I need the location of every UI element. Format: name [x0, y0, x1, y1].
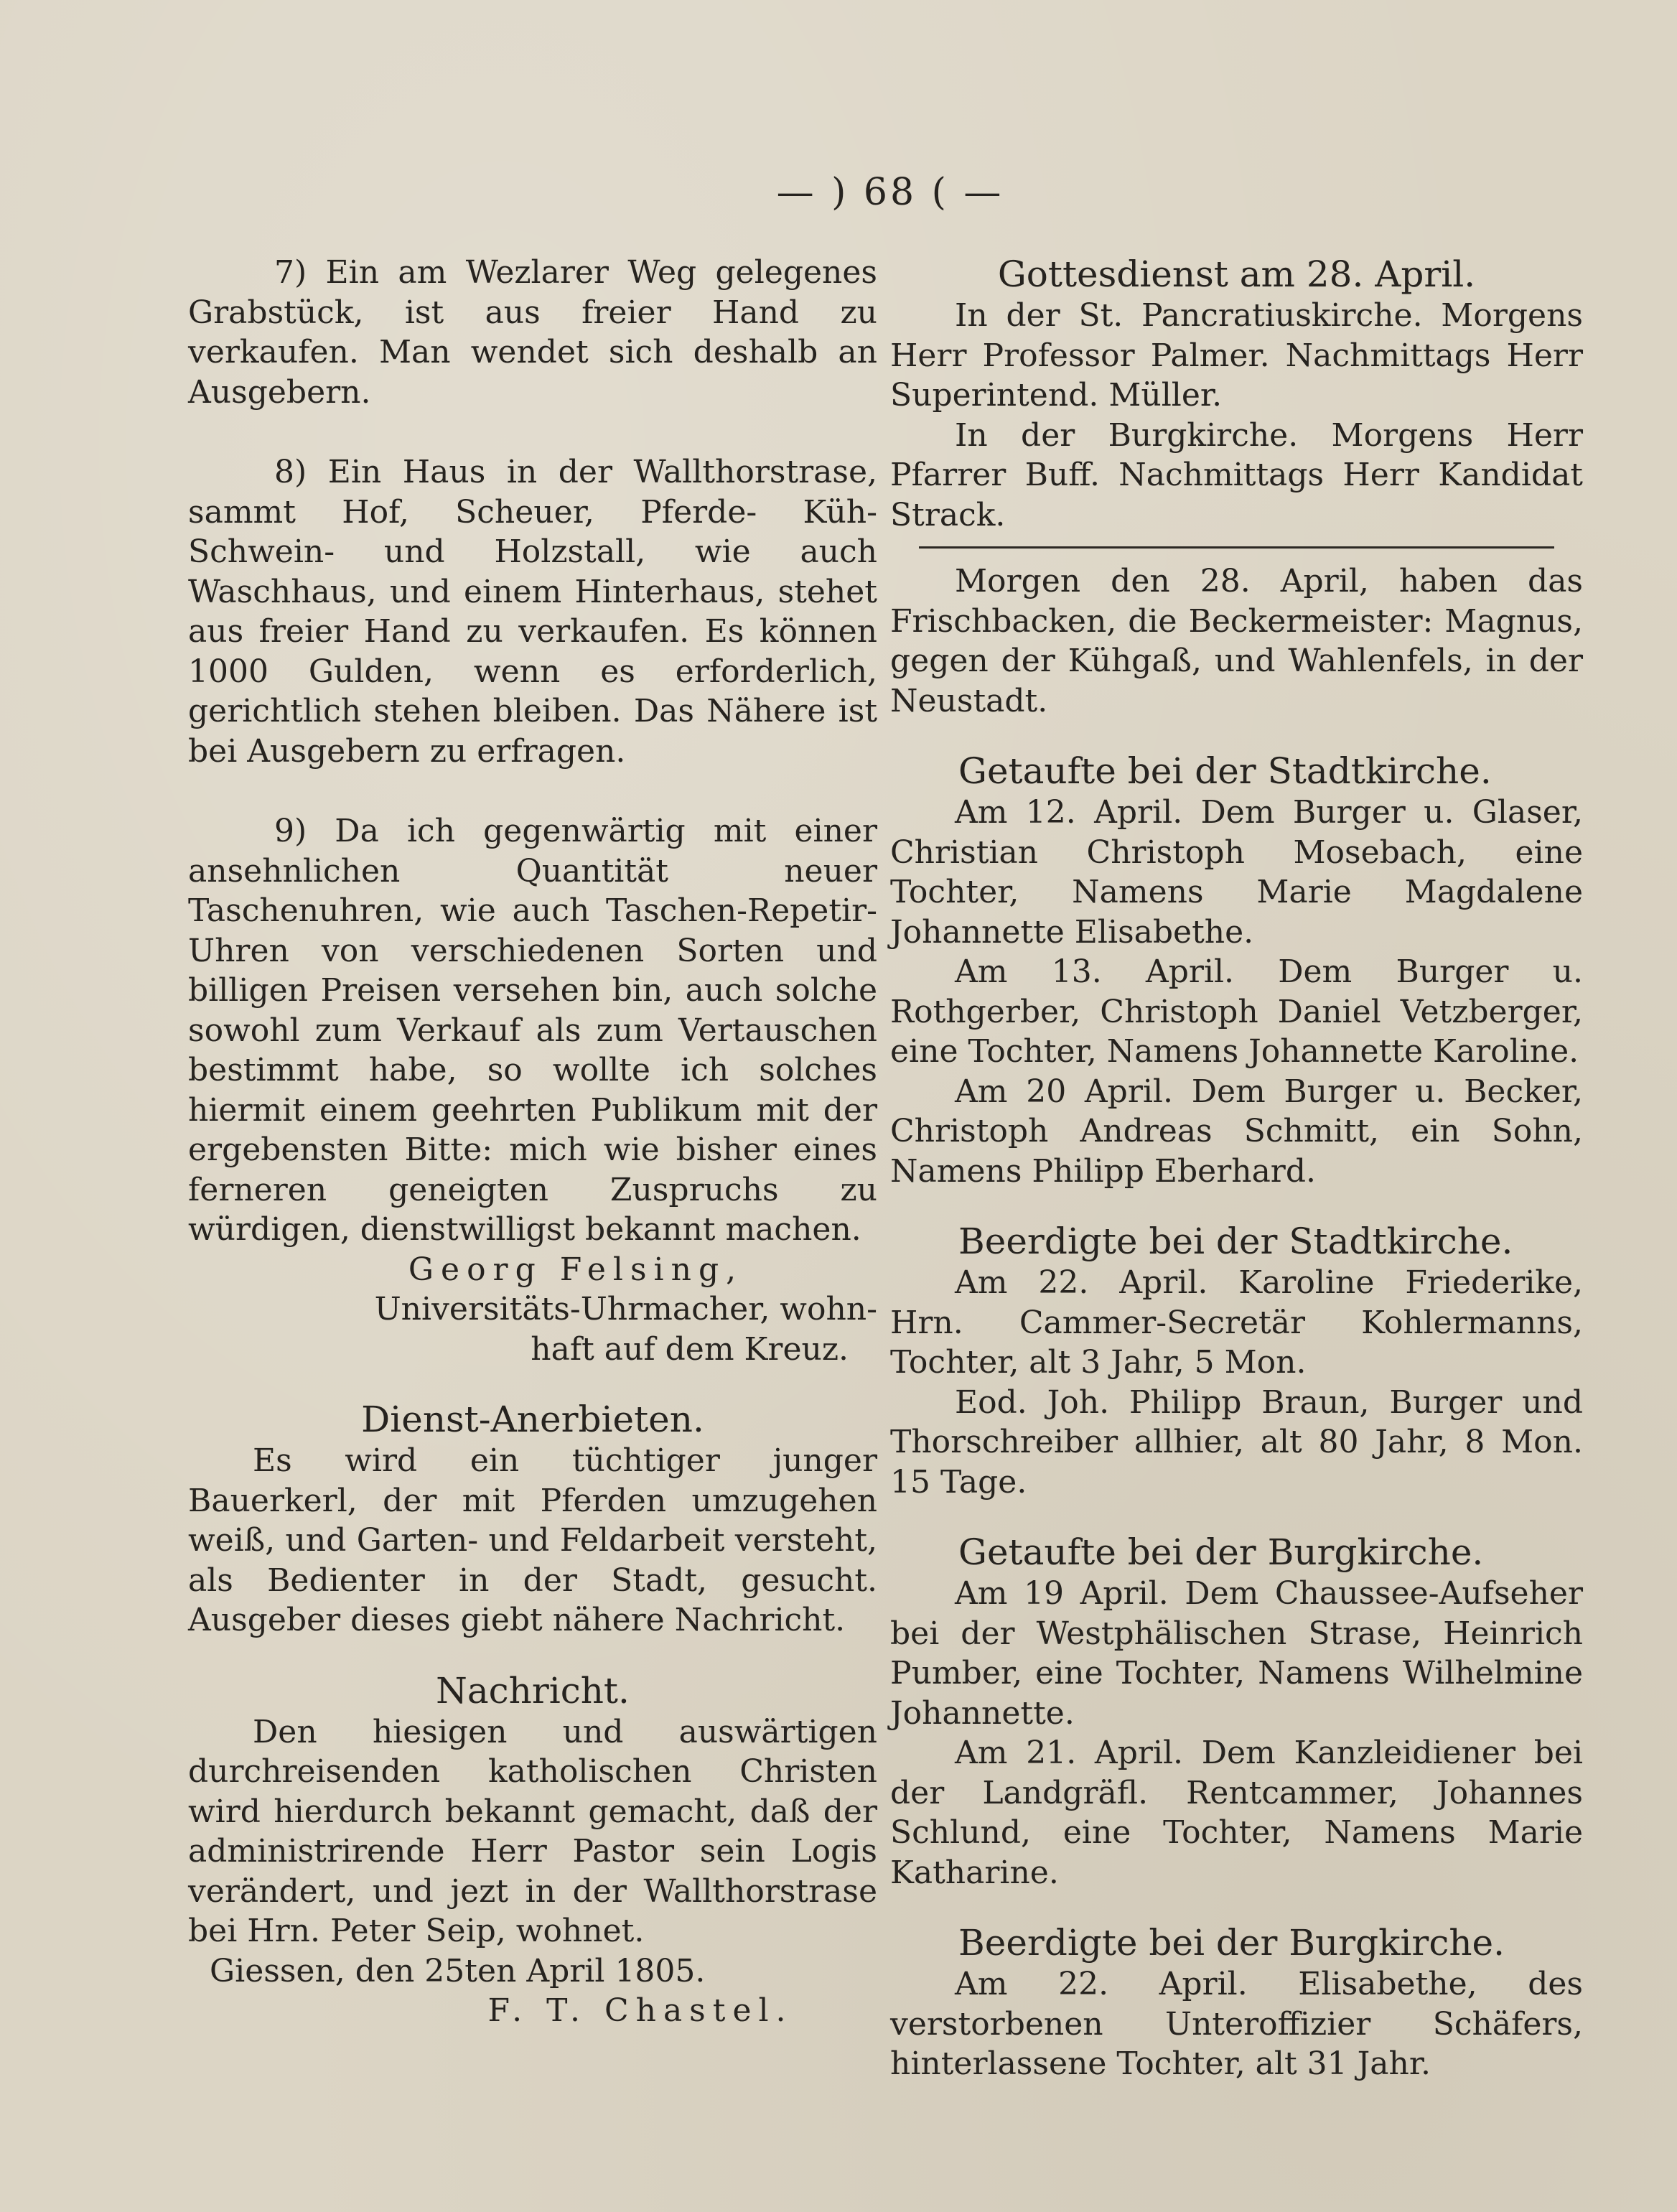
left-column: [188, 253, 877, 2031]
getaufte-stadtkirche-heading: Getaufte bei der Stadtkirche.: [958, 750, 1492, 792]
signature-felsing-name: Georg Felsing,: [408, 1251, 744, 1288]
section-divider: [919, 546, 1554, 549]
getaufte-burgkirche-entry: Am 21. April. Dem Kanzleidiener bei der Landgräfl. Rentcammer, Johannes Schlund, eine Tochter, Namens Marie Katharine.: [890, 1735, 1583, 1891]
getaufte-burgkirche-entry: Am 19 April. Dem Chaussee-Aufseher bei der Westphälischen Strase, Heinrich Pumber, eine Tochter, Namens Wilhelmine Johannette.: [890, 1575, 1583, 1732]
nachricht-heading: Nachricht.: [436, 1669, 630, 1712]
beerdigte-stadtkirche-entry: Eod. Joh. Philipp Braun, Burger und Thorschreiber allhier, alt 80 Jahr, 8 Mon. 15 Tage.: [890, 1383, 1583, 1501]
signature-chastel: F. T. Chastel.: [487, 1992, 793, 2029]
gottesdienst-pancratius: In der St. Pancratiuskirche. Morgens Herr Professor Palmer. Nachmittags Herr Superintend. Müller.: [890, 297, 1583, 414]
getaufte-stadtkirche-entry: Am 20 April. Dem Burger u. Becker, Christoph Andreas Schmitt, ein Sohn, Namens Philipp Eberhard.: [890, 1073, 1583, 1190]
notice-item-9: 9) Da ich gegenwärtig mit einer ansehnlichen Quantität neuer Taschenuhren, wie auch Taschen-Repetir-Uhren von verschiedenen Sorten und billigen Preisen versehen bin, auch solche sowohl zum Verkauf als zum Vertauschen bestimmt habe, so wollte ich solches hiermit einem geehrten Publikum mit der ergebensten Bitte: mich wie bisher eines ferneren geneigten Zuspruchs zu würdigen, dienstwilligst bekannt machen.: [188, 813, 877, 1248]
getaufte-burgkirche-heading: Getaufte bei der Burgkirche.: [958, 1531, 1484, 1573]
frischbacken-notice: Morgen den 28. April, haben das Frischbacken, die Beckermeister: Magnus, gegen der Kühgaß, und Wahlenfels, in der Neustadt.: [890, 563, 1583, 719]
beerdigte-stadtkirche-entry: Am 22. April. Karoline Friederike, Hrn. Cammer-Secretär Kohlermanns, Tochter, alt 3 Jahr, 5 Mon.: [890, 1264, 1583, 1381]
getaufte-stadtkirche-entry: Am 12. April. Dem Burger u. Glaser, Christian Christoph Mosebach, eine Tochter, Namens Marie Magdalene Johannette Elisabethe.: [890, 794, 1583, 951]
beerdigte-burgkirche-heading: Beerdigte bei der Burgkirche.: [958, 1922, 1505, 1964]
date-line: Giessen, den 25ten April 1805.: [210, 1952, 706, 1989]
notice-item-7: 7) Ein am Wezlarer Weg gelegenes Grabstück, ist aus freier Hand zu verkaufen. Man wendet sich deshalb an Ausgebern.: [188, 254, 877, 411]
signature-felsing-place: haft auf dem Kreuz.: [531, 1330, 849, 1368]
gottesdienst-burgkirche: In der Burgkirche. Morgens Herr Pfarrer Buff. Nachmittags Herr Kandidat Strack.: [890, 416, 1583, 533]
signature-felsing-role: Universitäts-Uhrmacher, wohn-: [374, 1291, 877, 1327]
dienst-heading: Dienst-Anerbieten.: [361, 1399, 704, 1440]
right-column: [890, 253, 1583, 2084]
notice-item-8: 8) Ein Haus in der Wallthorstrase, sammt Hof, Scheuer, Pferde- Küh- Schwein- und Holzstall, wie auch Waschhaus, und einem Hinterhaus, stehet aus freier Hand zu verkaufen. Es können 1000 Gulden, wenn es erforderlich, gerichtlich stehen bleiben. Das Nähere ist bei Ausgebern zu erfragen.: [188, 454, 877, 770]
beerdigte-stadtkirche-heading: Beerdigte bei der Stadtkirche.: [958, 1221, 1513, 1262]
nachricht-text: Den hiesigen und auswärtigen durchreisenden katholischen Christen wird hierdurch bekannt gemacht, daß der administrirende Herr Pastor sein Logis verändert, und jezt in der Wallthorstrase bei Hrn. Peter Seip, wohnet.: [188, 1713, 877, 1949]
page-number: — ) 68 ( —: [776, 171, 1004, 214]
gottesdienst-heading: Gottesdienst am 28. April.: [997, 253, 1476, 295]
beerdigte-burgkirche-entry: Am 22. April. Elisabethe, des verstorbenen Unteroffizier Schäfers, hinterlassene Tochter, alt 31 Jahr.: [890, 1966, 1583, 2082]
getaufte-stadtkirche-entry: Am 13. April. Dem Burger u. Rothgerber, Christoph Daniel Vetzberger, eine Tochter, Namens Johannette Karoline.: [890, 953, 1583, 1070]
dienst-text: Es wird ein tüchtiger junger Bauerkerl, der mit Pferden umzugehen weiß, und Garten- und Feldarbeit versteht, als Bedienter in der Stadt, gesucht. Ausgeber dieses giebt nähere Nachricht.: [188, 1442, 877, 1638]
